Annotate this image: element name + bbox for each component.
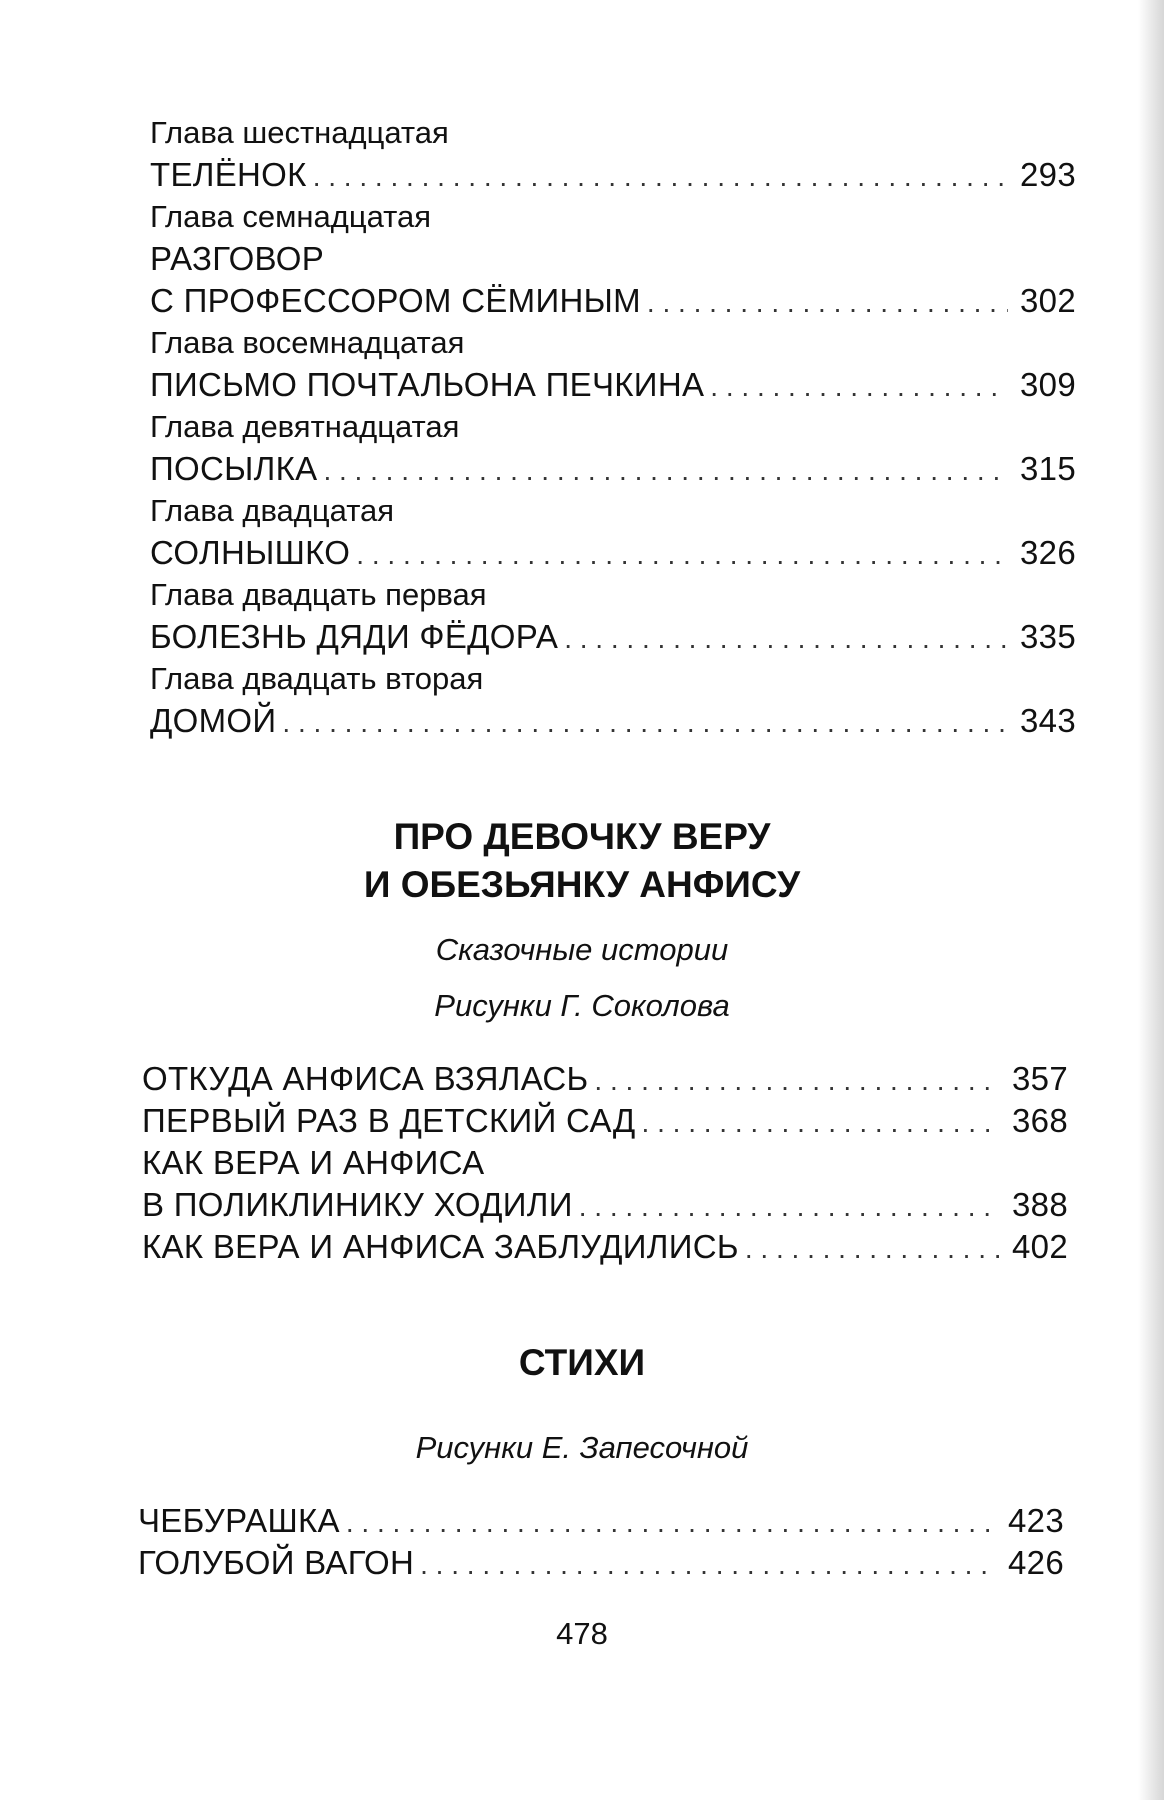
entry-title: ОТКУДА АНФИСА ВЗЯЛАСЬ bbox=[142, 1060, 589, 1097]
toc-entry[interactable] bbox=[150, 700, 1076, 742]
dot-leader bbox=[579, 1186, 1000, 1228]
toc-entry[interactable] bbox=[138, 1542, 1064, 1584]
entry-title: КАК ВЕРА И АНФИСА bbox=[142, 1144, 485, 1181]
entry-title: ПОСЫЛКА bbox=[150, 450, 318, 487]
entry-title: ПЕРВЫЙ РАЗ В ДЕТСКИЙ САД bbox=[142, 1102, 636, 1139]
toc-entry[interactable] bbox=[142, 1100, 1068, 1142]
section-illustrator: Рисунки Е. Запесочной bbox=[415, 1430, 749, 1465]
toc-entry[interactable] bbox=[150, 448, 1076, 490]
entry-page-number: 326 bbox=[1020, 534, 1076, 571]
dot-leader bbox=[745, 1228, 1000, 1270]
section-illustrator: Рисунки Г. Соколова bbox=[434, 988, 730, 1023]
dot-leader bbox=[642, 1102, 1000, 1144]
chapter-label: Глава двадцатая bbox=[150, 493, 395, 528]
section-title: И ОБЕЗЬЯНКУ АНФИСУ bbox=[363, 864, 801, 905]
entry-page-number: 426 bbox=[1008, 1544, 1064, 1581]
chapter-label: Глава восемнадцатая bbox=[150, 325, 465, 360]
toc-entry-title-line bbox=[142, 1142, 1068, 1184]
toc-section-poems bbox=[138, 1500, 1064, 1584]
toc-entry[interactable] bbox=[142, 1184, 1068, 1226]
entry-title: РАЗГОВОР bbox=[150, 240, 325, 277]
entry-page-number: 368 bbox=[1012, 1102, 1068, 1139]
entry-title: КАК ВЕРА И АНФИСА ЗАБЛУДИЛИСЬ bbox=[142, 1228, 739, 1265]
entry-title: СОЛНЫШКО bbox=[150, 534, 351, 571]
dot-leader bbox=[346, 1502, 996, 1544]
entry-page-number: 335 bbox=[1020, 618, 1076, 655]
toc-section-vera-anfisa bbox=[142, 1058, 1068, 1268]
entry-page-number: 357 bbox=[1012, 1060, 1068, 1097]
toc-section-chapters bbox=[150, 112, 1076, 742]
entry-title: В ПОЛИКЛИНИКУ ХОДИЛИ bbox=[142, 1186, 573, 1223]
dot-leader bbox=[420, 1544, 996, 1586]
entry-page-number: 315 bbox=[1020, 450, 1076, 487]
chapter-label: Глава двадцать вторая bbox=[150, 661, 484, 696]
chapter-label: Глава шестнадцатая bbox=[150, 115, 449, 150]
dot-leader bbox=[647, 282, 1008, 324]
chapter-label: Глава двадцать первая bbox=[150, 577, 487, 612]
entry-title: ГОЛУБОЙ ВАГОН bbox=[138, 1544, 415, 1581]
toc-entry[interactable] bbox=[150, 616, 1076, 658]
section-subtitle: Сказочные истории bbox=[435, 932, 729, 967]
entry-page-number: 423 bbox=[1008, 1502, 1064, 1539]
toc-entry[interactable] bbox=[150, 154, 1076, 196]
entry-page-number: 309 bbox=[1020, 366, 1076, 403]
toc-entry[interactable] bbox=[150, 532, 1076, 574]
toc-entry[interactable] bbox=[138, 1500, 1064, 1542]
entry-title: ТЕЛЁНОК bbox=[150, 156, 307, 193]
entry-title: БОЛЕЗНЬ ДЯДИ ФЁДОРА bbox=[150, 618, 559, 655]
dot-leader bbox=[564, 618, 1008, 660]
dot-leader bbox=[282, 702, 1008, 744]
dot-leader bbox=[313, 156, 1008, 198]
chapter-label: Глава семнадцатая bbox=[150, 199, 432, 234]
section-title: ПРО ДЕВОЧКУ ВЕРУ bbox=[393, 816, 771, 857]
chapter-label: Глава девятнадцатая bbox=[150, 409, 460, 444]
entry-page-number: 302 bbox=[1020, 282, 1076, 319]
section-title: СТИХИ bbox=[518, 1342, 646, 1383]
entry-page-number: 293 bbox=[1020, 156, 1076, 193]
entry-title: С ПРОФЕССОРОМ СЁМИНЫМ bbox=[150, 282, 641, 319]
dot-leader bbox=[710, 366, 1008, 408]
entry-title: ПИСЬМО ПОЧТАЛЬОНА ПЕЧКИНА bbox=[150, 366, 705, 403]
toc-entry-title-line bbox=[150, 238, 1076, 280]
dot-leader bbox=[594, 1060, 1000, 1102]
page-number: 478 bbox=[556, 1616, 608, 1651]
entry-title: ДОМОЙ bbox=[150, 702, 277, 739]
dot-leader bbox=[323, 450, 1008, 492]
entry-page-number: 402 bbox=[1012, 1228, 1068, 1265]
toc-entry[interactable] bbox=[150, 280, 1076, 322]
entry-page-number: 343 bbox=[1020, 702, 1076, 739]
toc-entry[interactable] bbox=[150, 364, 1076, 406]
toc-entry[interactable] bbox=[142, 1058, 1068, 1100]
entry-page-number: 388 bbox=[1012, 1186, 1068, 1223]
entry-title: ЧЕБУРАШКА bbox=[138, 1502, 340, 1539]
toc-entry[interactable] bbox=[142, 1226, 1068, 1268]
dot-leader bbox=[356, 534, 1008, 576]
